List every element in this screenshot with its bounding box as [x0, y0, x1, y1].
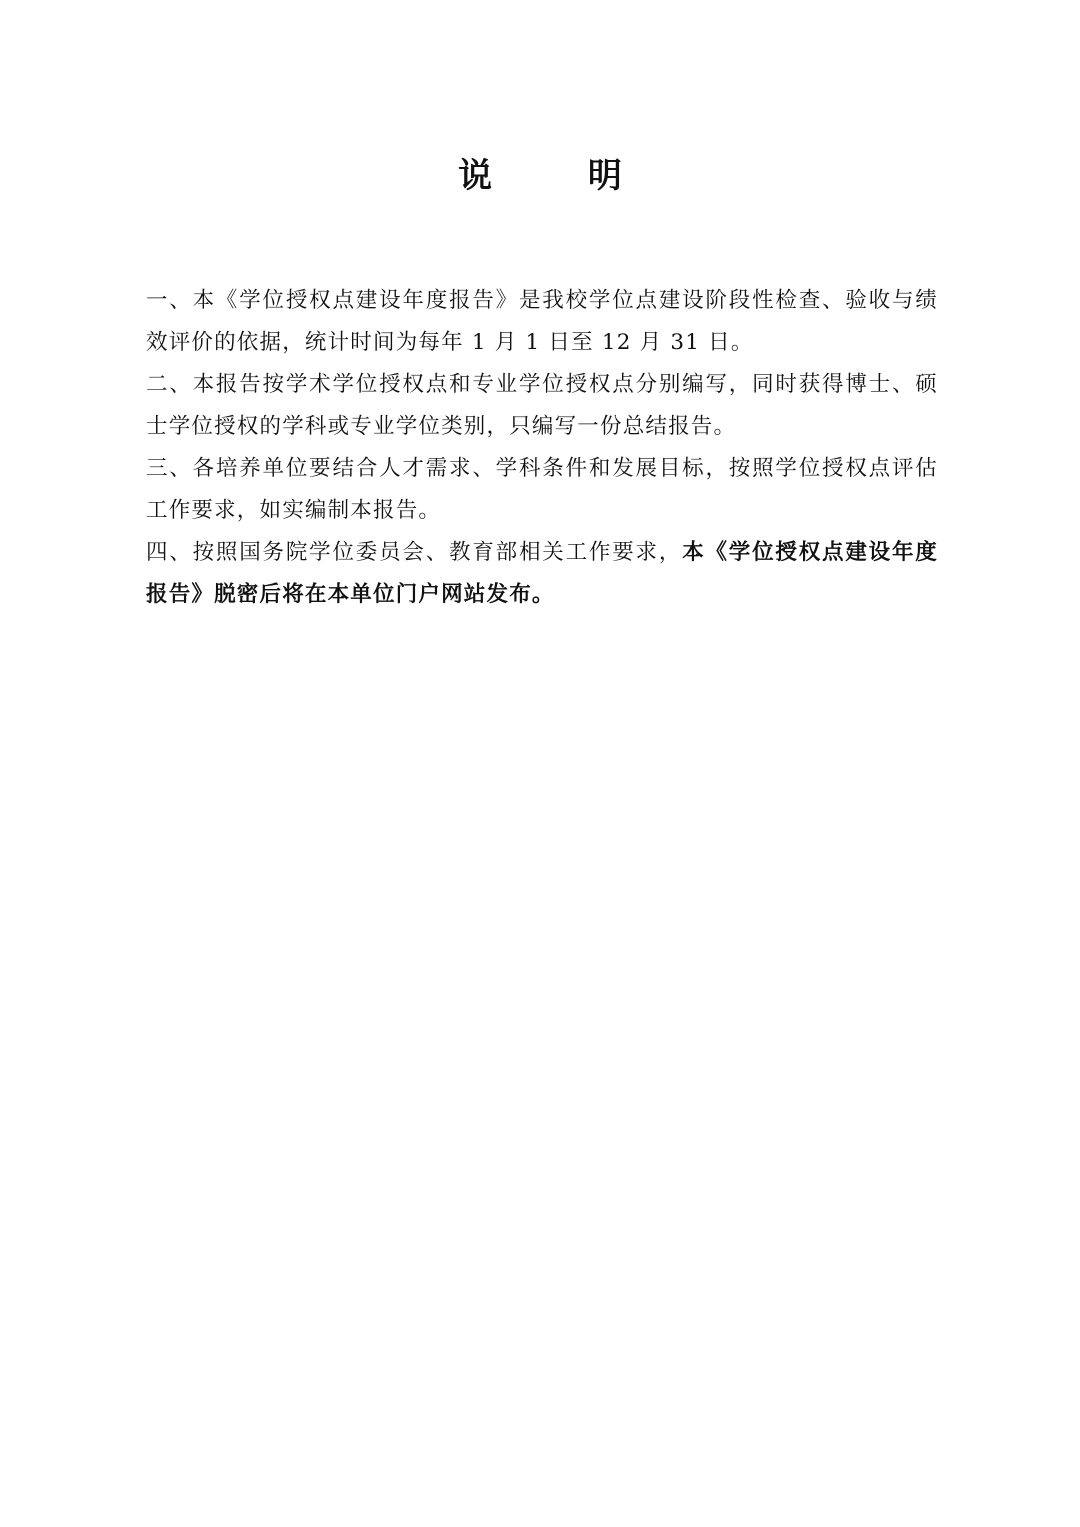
paragraph-4-text: 四、按照国务院学位委员会、教育部相关工作要求， [146, 540, 683, 565]
paragraph-4 [146, 532, 938, 616]
paragraph-1: 一、本《学位授权点建设年度报告》是我校学位点建设阶段性检查、验收与绩效评价的依据，统计时间为每年 1 月 1 日至 12 月 31 日。 [146, 288, 938, 355]
paragraph-2: 二、本报告按学术学位授权点和专业学位授权点分别编写，同时获得博士、硕士学位授权的学科或专业学位类别，只编写一份总结报告。 [146, 372, 938, 439]
paragraph-3: 三、各培养单位要结合人才需求、学科条件和发展目标，按照学位授权点评估工作要求，如实编制本报告。 [146, 456, 938, 523]
paragraph-4-bold-text: 本《学位授权点建设年度报告》脱密后将在本单位门户网站发布。 [146, 540, 939, 607]
page-title: 说 明 [458, 156, 664, 196]
instructions-body [146, 280, 938, 616]
